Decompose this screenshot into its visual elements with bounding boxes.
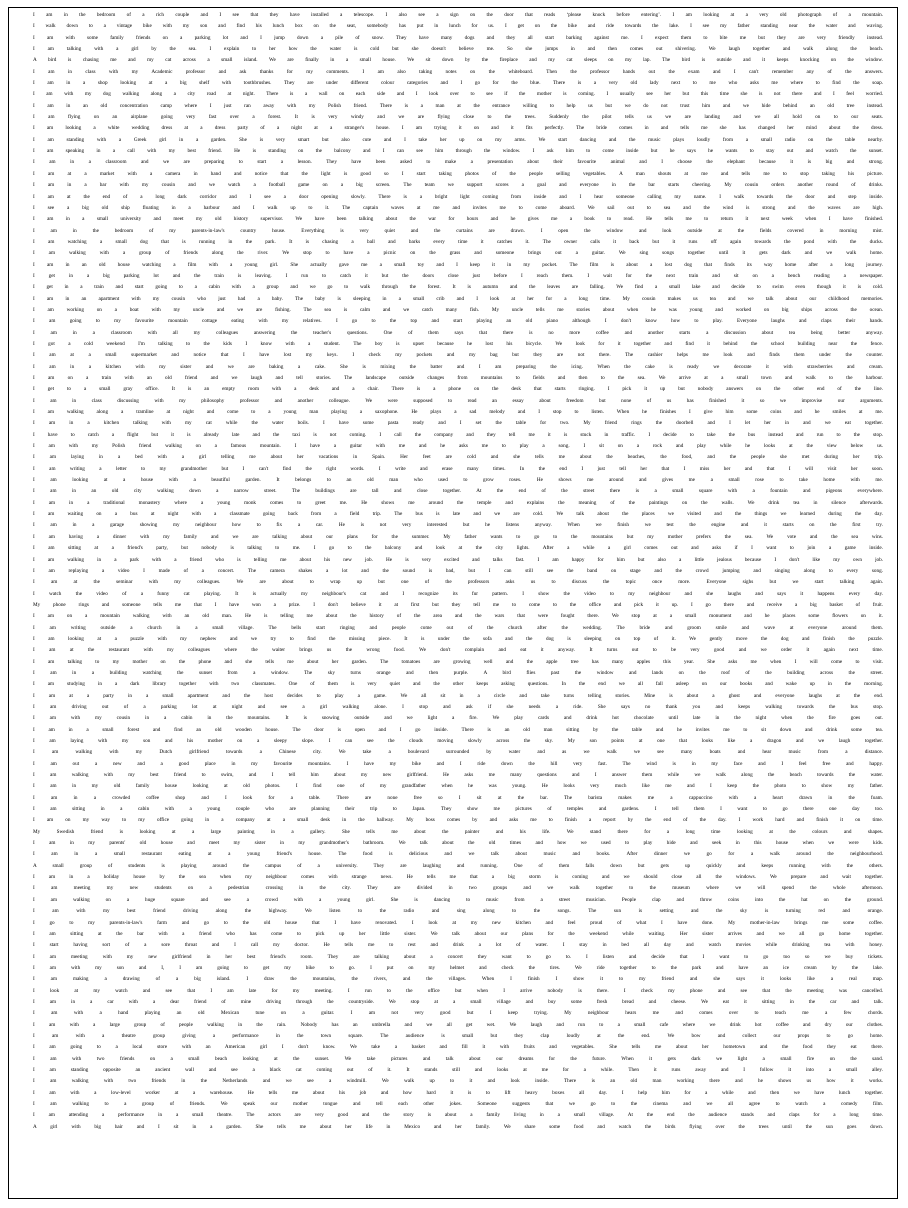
text-line: I am in a kitchen with my sister and we are baking a cake. She is mixing the batter and I am preparing the icing. When the cake is ready we decorate it with strawberries and cream. [33, 363, 883, 370]
text-line: A girl with big hair and I sit in a garden. She tells me about her life in Mexico and her family. We share some food and watch the birds flying over the trees until the sun goes down. [33, 1123, 883, 1130]
text-line: I am in a building watching the sunset from a window. The sky turns orange and then purple. A bird flies past the window and lands on the roof of the building across the street. [33, 669, 883, 676]
text-line: I am talking to my mother on the phone and she tells me about her garden. The tomatoes are growing well and the apple tree has many apples this year. She asks me when I will come to visit. [33, 658, 883, 665]
text-line: I am in a garage showing my neighbour how to fix a car. He is not very interested but he listens anyway. When we finish we test the engine and it starts on the first try. [33, 522, 883, 529]
text-line: I am watching a small dog that is running in the park. It is chasing a ball and barks every time it catches it. The owner calls it back but it runs off again towards the pond with the ducks. [33, 238, 883, 245]
text-line: I am meeting my new students on a pedestrian crossing in the city. They are divided in two groups and we walk together to the museum where we will spend the whole afternoon. [33, 885, 883, 892]
text-line: I am in a holiday house by the sea when my neighbour comes with strange news. He tells me that a big storm is coming and we should close all the windows. We prepare and wait together. [33, 874, 883, 881]
text-line: I am having a dinner with my family and we are talking about our plans for the summer. My father wants to go to the mountains but my mother prefers the sea. We vote and the sea wins. [33, 533, 883, 540]
text-line: I am in a bar with my cousin and we watch a football game on a big screen. The team we support scores a goal and everyone in the bar starts cheering. My cousin orders another round of drinks. [33, 182, 883, 189]
text-line: I got a cold weekend I'm talking to the kids I know with a student. The boy is upset because he lost his bicycle. We look for it together and find it behind the school building near the fence. [33, 340, 883, 347]
text-line: I am speaking in a call with my best friend. He is standing on the balcony and I can see him through the window. I ask him to come inside but he says he wants to stay out and watch the sunset. [33, 148, 883, 155]
text-line: I am at the seminar with my colleagues. We are about to wrap up but one of the professors asks us to discuss the topic once more. Everyone sighs but we start talking again. [33, 579, 883, 586]
text-line: I am with two friends on a small beach looking at the sunset. We take pictures and talk about our dreams for the future. When it gets dark we light a small fire on the sand. [33, 1055, 883, 1062]
text-line: My phone rings and someone tells me that I have won a prize. I don't believe it at first but they tell me to come to the office and pick it up. I go there and receive a big basket of fruit. [33, 601, 883, 608]
document-page [8, 7, 898, 1199]
text-line: I see a big old ship floating in a harbour and I walk up to it. The captain waves at me and invites me to come aboard. We sail out to sea and the wind is strong and the waves are high. [33, 204, 883, 211]
text-line: I am in a small forest and find an old wooden house. The door is open and I go inside. There is an old man sitting by the table and he invites me to sit down and drink some tea. [33, 726, 883, 733]
document-body [33, 10, 883, 1133]
text-line: I am in my old family house looking at old photos. I find one of my grandfather when he was young. He looks very much like me and I keep the photo to show my father. [33, 783, 883, 790]
text-line: I am sitting at a friend's party, but nobody is talking to me. I go to the balcony and look at the city lights. After a while a girl comes out and asks if I want to join a game inside. [33, 545, 883, 552]
text-line: I am in class discussing with my philosophy professor and another colleague. We were supposed to read an essay about freedom but none of us has finished it so we improvise our arguments. [33, 397, 883, 404]
text-line: My Swedish friend is looking at a large painting in a gallery. She tells me about the painter and his life. We stand there for a long time looking at the colours and shapes. [33, 828, 883, 835]
text-line: I am walking on a huge square and see a crowd with a young girl. She is dancing to music from a street musician. People clap and throw coins into the hat on the ground. [33, 896, 883, 903]
text-line: I am with a hand playing an old Mexican tune on a guitar. I am not very good but I keep trying. My neighbour hears me and comes over to teach me a few chords. [33, 1010, 883, 1017]
text-line: I walk down to a vintage bike with my son and find his lunch box on the seat, somebody has put in lunch for us. I get on the bike and ride towards the lake. I see my father standing near the water and waving. [33, 23, 883, 30]
text-line: I am with my cousin in a cabin in the mountains. It is snowing outside and we light a fire. We play cards and drink hot chocolate until late in the night when the fire goes out. [33, 715, 883, 722]
text-line: I am looking at a house with a beautiful garden. It belongs to an old man who used to grow roses. He shows me around and gives me a small rose to take home with me. [33, 477, 883, 484]
text-line: I am meeting with my new girlfriend in her best friend's room. They are talking about a concert they want to go to. I listen and decide that I want to go too so we buy tickets. [33, 953, 883, 960]
text-line: I am waiting on a bus at night with a classmate going back from a field trip. The bus is late and we are cold. We talk about the places we visited and the things we learned during the day. [33, 511, 883, 518]
text-line: I look at my watch and see that I am late for my meeting. I run to the office but when I arrive nobody is there. I check my phone and see that the meeting was cancelled. [33, 987, 883, 994]
text-line: I am with a low-level worker at a warehouse. He tells me about his job and how hard it is to lift heavy boxes all day. I help him for a while and then we have lunch together. [33, 1089, 883, 1096]
text-line: I am out a new and a good place in my favourite mountains. I have my bike and I ride down the hill very fast. The wind is in my face and I feel free and happy. [33, 760, 883, 767]
text-line: I am laying in a bed with a girl telling me about her vacations in Spain. Her feet are cold and she tells me about the beaches, the food, and the people she met during her trip. [33, 454, 883, 461]
text-line: I am at the end of a long dark corridor and I see a door opening slowly. There is a bright light coming from inside and I hear someone calling my name. I walk towards the door and step inside. [33, 193, 883, 200]
text-line: I am at a party in a small apartment and the host decides to play a game. We all sit in a circle and take turns telling stories. Mine is about a ghost and everyone laughs at the end. [33, 692, 883, 699]
text-line: I am talking with a girl by the sea. I explain to her how the water is cold but she doesn't believe me. So she jumps in and then comes out shivering. We laugh together and walk along the beach. [33, 46, 883, 53]
text-line: I am in a crowded coffee shop and I look for a table. There are none free so I sit at the bar. The barista makes me a cappuccino with a heart drawn in the foam. [33, 794, 883, 801]
text-line: I am in class with my Academic professor and ask thanks for my comments. I am also taking notes on the whiteboard. Then the professor hands out the exam and I can't remember any of the answers. [33, 68, 883, 75]
text-line: I am looking a white wedding dress at a dress party of a night at a stranger's house. I am trying it on and it fits perfectly. The bride comes in and tells me she has changed her mind about the dress. [33, 125, 883, 132]
text-line: I have to catch a flight but it is already late and the taxi is not coming. I call the company and they tell me it is stuck in traffic. I decide to take the bus instead and run to the stop. [33, 431, 883, 438]
text-line: I am in the bedroom of my parents-in-law's country house. Everything is very quiet and the curtains are drawn. I open the window and look outside at the fields covered in morning mist. [33, 227, 883, 234]
text-line: I am sitting in a cabin with a young couple who are planning their trip to Japan. They show me pictures of temples and gardens. I tell them I want to go there one day too. [33, 806, 883, 813]
text-line: I am flying on an airplane going very fast over a forest. It is very windy and we are flying close to the trees. Suddenly the pilot tells us we are landing and we all hold on to our seats. [33, 114, 883, 121]
text-line: I get in a big parking lot and the train is leaving. I run to catch it but the doors close just before I reach them. I wait for the next train and sit on a bench reading a newspaper. [33, 272, 883, 279]
text-line: I am walking with my best friend to swim, and I tell him about my new girlfriend. He asks me many questions and I answer them while we walk along the beach towards the water. [33, 772, 883, 779]
text-line: I am walking with my Dutch girlfriend towards a Chinese city. We take a boulevard surrounded by water and as we walk we see many boats and hear music from a distance. [33, 749, 883, 756]
text-line: I am walking with a group of friends along the river. We stop to have a picnic on the grass and someone brings out a guitar. We sing songs together until it gets dark and we walk home. [33, 250, 883, 257]
text-line: I am with my dog walking along a city road at night. There is a wall on each side and I look over to see if the mother is coming. I usually see her but this time she is not there and I feel worried. [33, 91, 883, 98]
text-line: I am in a shop looking at a big shelf with toothbrushes. They are under different colour categories and I go for the blue. There is a very old lady next to me who asks me where to find the soap. [33, 80, 883, 87]
text-line: I am on a train with an old friend and we laugh and tell stories. The landscape outside changes from mountains to fields and then to the sea. We arrive at a small town and walk to the harbour. [33, 375, 883, 381]
text-line: I am sitting at the bar with a friend who has come to pick up her little sister. We talk about our plans for the weekend while waiting. Her sister arrives and we all go home together. [33, 930, 883, 937]
text-line: I am laying with my son and his mother on a sleepy slope. I can see the clouds moving slowly across the sky. My son points at one that looks like a dragon and we laugh together. [33, 738, 883, 744]
text-line: I am driving out of a parking lot at night and see a girl walking alone. I stop and ask if she needs a ride. She says no thank you and keeps walking towards the bus stop. [33, 703, 883, 710]
text-line: I am walking in a park with a friend who is telling me about his new job. He is very excited and talks fast. I am happy for him but also a little jealous because I don't like my own job. [33, 556, 883, 563]
text-line: I start having sort of a sore throat and I call my doctor. He tells me to rest and drink a lot of water. I stay in bed all day and watch movies while drinking tea with honey. [33, 942, 883, 949]
text-line: I am in an old concentration camp where I just ran away with my Polish friend. There is a man at the entrance willing to help us but we do not trust him and we hide behind an old tree instead. [33, 102, 883, 109]
text-line: I am looking at a puzzle with my nephew and we try to find the missing piece. It is under the sofa and the dog is sleeping on top of it. We gently move the dog and finish the puzzle. [33, 635, 883, 642]
text-line: I am in a classroom and we are preparing to start a lesson. They have been asked to make a presentation about their favourite animal and I choose the elephant because it is big and strong. [33, 159, 883, 166]
text-line: I am with a theatre group giving a performance in the town square. The audience is small but they clap loudly at the end. We bow and collect our props to go home. [33, 1032, 883, 1039]
text-line: I get in a train and start going to a cabin with a group and we go to walk through the forest. It is autumn and the leaves are falling. We find a small lake and decide to swim even though it is cold. [33, 284, 883, 291]
text-line: I am writing outside a church in a small village. The bells start ringing and people come out of the church after the wedding. The bride and groom smile and wave at everyone around them. [33, 624, 883, 631]
text-line: I am in the bedroom of a rich couple and I see that they have installed a telescope. I also see a sign on the door that reads ‘please knock before entering’. I am looking at a very old photograph of a mountain. [33, 12, 883, 18]
text-line: I get to a small gray office. It is an empty room with a desk and a chair. There is a phone on the desk that starts ringing. I pick it up but nobody answers on the other end of the line. [33, 386, 883, 393]
text-line: I am standing opposite an ancient wall and see a black cat coming out of it. It stands still and looks at me for a while. Then it runs away and I follow it into a small alley. [33, 1066, 883, 1073]
text-line: I am on a mountain walking with an old man. He is telling me about the history of the area and the wars that were fought there. We stop at a small monument and he places some flowers on it. [33, 613, 883, 620]
text-line: I am in a traditional monastery where a young monk comes to greet me. He shows me around the temple and explains the meaning of the paintings on the walls. We drink tea in silence afterwards. [33, 499, 883, 506]
text-line: I watch the video of a funny cat playing. It is actually my neighbour's cat and I recognize its fur pattern. I show the video to my neighbour and she laughs and says it happens every day. [33, 590, 883, 597]
text-line: I am replaying a video I made of a concert. The camera shakes a lot and the sound is bad, but I can still see the band on stage and the crowd jumping and singing along to every song. [33, 567, 883, 574]
text-line: I am in an old city walking down a narrow street. The buildings are tall and close together. At the end of the street there is a small square with a fountain and pigeons everywhere. [33, 488, 883, 495]
text-line: I am going to my favourite mountain cottage eating with my relatives. I go to the top and start playing an old piano although I don't know how to play. Everyone laughs and claps their hands. [33, 318, 883, 325]
text-line: I am on my way to my office going in a company at a small desk in the hallway. My boss comes by and asks me to finish a report by the end of the day. I work hard and finish it on time. [33, 817, 883, 824]
text-line: I go to my parents-in-law's farm and go to the old house that I have renovated. I look at my new kitchen and feel proud of what I have done. My mother-in-law brings me some coffee. [33, 919, 883, 926]
text-line: I am in an apartment with my cousin who just had a baby. The baby is sleeping in a small crib and I look at her for a long time. My cousin makes us tea and we talk about our childhood memories. [33, 295, 883, 302]
text-line: I am with my son and I, I am going to get my bike to go. I put on my helmet and check the tires. We ride together to the park and have an ice cream by the lake. [33, 964, 883, 971]
text-line: I am in a small restaurant eating at a young friend's house. The food is delicious and we talk about music and books. After dinner we go for a walk around the neighbourhood. [33, 851, 883, 858]
text-line: I am in an old house watching a film with a young girl. She actually gave me a small toy and I keep it in my pocket. The film is about a lost dog that finds its way home after a long journey. [33, 261, 883, 268]
text-line: I am writing a letter to my grandmother but I can't find the right words. I write and erase many times. In the end I just tell her that I miss her and that I will visit her soon. [33, 465, 883, 472]
text-line: A small group of students is playing around the campus of a university. They are laughing and running. One of them falls down but gets up quickly and keeps running with the others. [33, 862, 883, 869]
text-line: I am with my best friend driving along the highway. We listen to the radio and sing along to the songs. The sun is setting and the sky is turning red and orange. [33, 908, 883, 915]
text-line: I am attending a performance in a small theatre. The actors are very good and the story is about a family living in a small village. At the end the audience stands and claps for a long time. [33, 1112, 883, 1119]
text-line: I am at a small supermarket and notice that I have lost my keys. I check my pockets and my bag but they are not there. The cashier helps me look and finds them under the counter. [33, 352, 883, 359]
text-line: I am walking to a group of friends. We speak our mother tongue and tell each other jokes. Someone suggests that we go to the cinema and we all agree to watch a comedy film. [33, 1101, 883, 1107]
text-line: I am in my parents' old house and meet my sister in my grandmother's bathroom. We talk about the old times and how we used to play hide and seek in this house when we were kids. [33, 840, 883, 847]
text-line: I am in a classroom with all my colleagues answering the teacher's questions. One of them says that there is no more coffee and another starts a discussion about tea being better anyway. [33, 329, 883, 336]
text-line: I am walking along a tramline at night and come to a young man playing a saxophone. He plays a sad melody and I stop to listen. When he finishes I give him some coins and he smiles at me. [33, 409, 883, 416]
text-line: I am standing with a Greek girl in a garden. She is very smart but also cute and I take her up on my arms. We start dancing and the music plays loudly from a small radio on the table nearby. [33, 136, 883, 143]
text-line: I am at the restaurant with my colleagues where the waiter brings us the wrong food. We don't complain and eat it anyway. It turns out to be very good and we order it again next time. [33, 647, 883, 654]
text-line: I am in a kitchen talking with my cat while the water boils. I have some pasta ready and I set the table for two. My friend rings the doorbell and I let her in and we eat together. [33, 420, 883, 427]
text-line: I am going to a local store with an American girl I don't know. We take a basket and fill it with fruits and vegetables. She tells me about her hometown and the food they eat there. [33, 1044, 883, 1051]
text-line: I am walking with two friends in the Netherlands and we see a windmill. We walk up to it and look inside. There is an old man working there and he shows us how it works. [33, 1078, 883, 1085]
text-line: I am working on a boat with my uncle and we are fishing. The sea is calm and we catch many fish. My uncle tells me stories about when he was young and worked on big ships across the ocean. [33, 306, 883, 313]
text-line: I am making a drawing of a big island. I draw the mountains, the rivers, and the villages. When I finish I show it to my friend and she says it looks like a real map. [33, 976, 883, 983]
text-line: A bird is chasing me and my cat across a small island. We are finally in a small house. We sit down by the fireplace and my cat sleeps on my lap. The bird is outside and it keeps knocking on the window. [33, 57, 883, 64]
text-line: I am with a large group of people walking in the rain. Nobody has an umbrella and we all get wet. We laugh and run to a small cafe where we drink hot coffee and dry our clothes. [33, 1021, 883, 1028]
text-line: I am in a car with a dear friend of mine driving through the countryside. We stop at a small village and buy some fresh bread and cheese. We eat it sitting in the car and talk. [33, 998, 883, 1005]
text-line: I am in a small university and meet my old history supervisor. We have been talking about the war for hours and he gives me a book to read. He tells me to return it next week when I have finished. [33, 216, 883, 223]
text-line: I am at a market with a camera in hand and notice that the light is good so I start taking photos of the people selling vegetables. A man shouts at me and tells me to stop taking his picture. [33, 170, 883, 177]
text-line: I am studying in a dark library together with two classmates. One of them is very quiet and the other keeps asking questions. In the end we all fall asleep on our books and wake up in the morning. [33, 681, 883, 688]
text-line: I am with my Polish friend walking on a famous mountain. I have a guitar with me and he asks me to play a song. I sit on a rock and play while he looks at the view below us. [33, 443, 883, 450]
text-line: I am with some family friends on a parking lot and I jump down a pile of snow. They have many dogs and they all start barking against me. I expect them to bite me but they are very friendly instead. [33, 34, 883, 41]
